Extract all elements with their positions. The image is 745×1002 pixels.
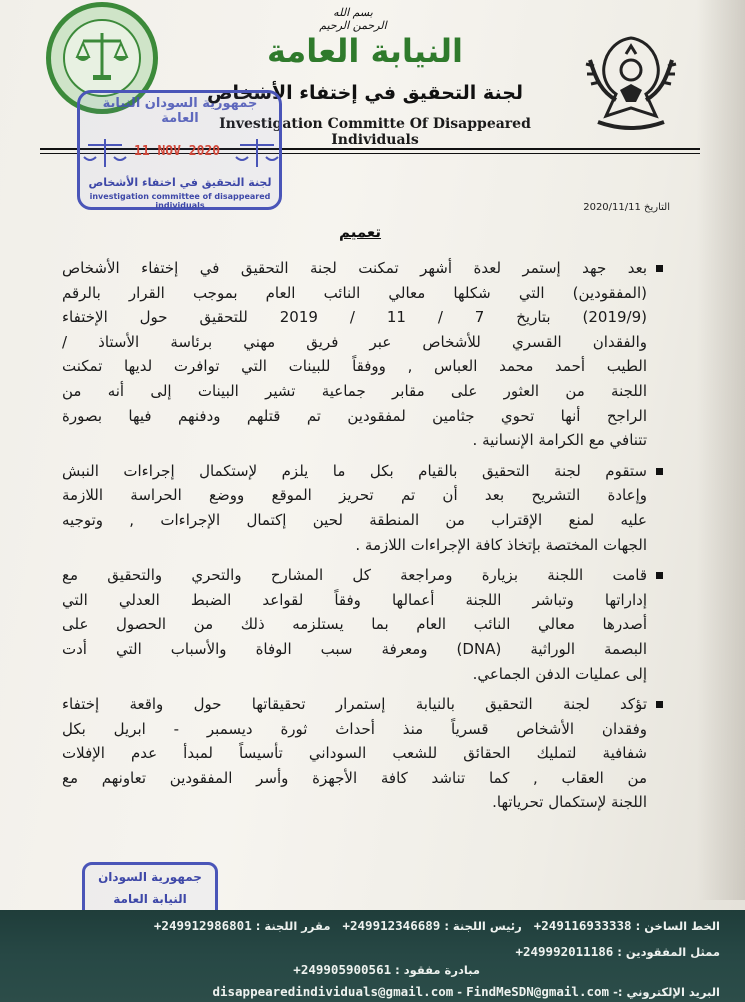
paragraph-line: البصمة الوراثية (DNA) ومعرفة سبب الوفاة والأسباب التي أدت <box>62 639 647 658</box>
page-edge-shadow <box>697 0 745 900</box>
stamp-country: جمهورية السودان <box>98 870 202 884</box>
paragraph-2 <box>62 459 647 557</box>
footer-initiative-row <box>30 962 720 982</box>
memo-body <box>62 256 647 876</box>
stamp-scales-icon <box>234 137 280 171</box>
chair-label: رئيس اللجنة : <box>444 919 522 933</box>
page-title: النيابة العامة <box>267 32 463 70</box>
paragraph-line: شفافية لتمليك الحقائق للشعب السوداني تأسيساً لمبدأ عدم الإفلات <box>62 744 647 763</box>
paragraph-line: قامت اللجنة بزيارة ومراجعة كل المشارح والتحري والتحقيق مع <box>62 566 647 585</box>
stamp-date: 11 NOV 2020 <box>134 144 221 159</box>
paragraph-line: الراجح أنها تحوي جثامين لمفقودين تم قتلهم ودفنهم فيها بصورة <box>62 406 647 425</box>
bullet-icon <box>656 265 663 272</box>
paragraph-line: إلى عمليات الدفن الجماعي. <box>472 664 647 683</box>
rapporteur-number[interactable]: +249912986801 <box>153 918 252 933</box>
paragraph-line: وإعادة التشريح بعد أن تم تحريز الموقع ووضع الحراسة اللازمة <box>62 486 647 505</box>
document-date: التاريخ 2020/11/11 <box>583 202 670 213</box>
footer-hotline-row <box>30 918 720 938</box>
paragraph-line: ستقوم لجنة التحقيق بالقيام بكل ما يلزم لإستكمال إجراءات النبش <box>62 461 647 480</box>
committee-name-en: Investigation Committe Of Disappeared Individuals <box>219 116 531 148</box>
footer-email-row: البريد الإلكتروني :- disappearedindividuals@gmail.com - FindMeSDN@gmail.com <box>212 984 720 999</box>
paragraph-line: بعد جهد إستمر لعدة أشهر تمكنت لجنة التحقيق في إختفاء الأشخاص <box>62 259 647 277</box>
paragraph-line: تؤكد لجنة التحقيق بالنيابة إستمرار تحقيقاتها حول واقعة إختفاء <box>62 695 647 714</box>
scales-of-justice-icon <box>71 25 133 87</box>
sudan-emblem-icon <box>576 30 686 140</box>
families-number[interactable]: +249992011186 <box>515 944 614 959</box>
paragraph-line: اللجنة لإستكمال تحرياتها. <box>492 793 647 812</box>
email-address-2[interactable]: FindMeSDN@gmail.com <box>466 984 610 999</box>
paragraph-line: من العقاب , كما تناشد كافة الأجهزة وأسر المفقودين تعاونهم مع <box>62 768 647 787</box>
chair-number[interactable]: +249912346689 <box>342 918 441 933</box>
paragraph-line: إداراتها وتباشر اللجنة أعمالها وفقاً لقواعد الضبط العدلي التي <box>62 590 647 609</box>
basmala: بسم الله الرحمن الرحيم <box>319 6 387 32</box>
paragraph-1 <box>62 256 647 453</box>
stamp-committee-ar: لجنة التحقيق في اختفاء الأشخاص <box>88 176 272 189</box>
rapporteur-label: مقرر اللجنة : <box>255 919 331 933</box>
families-label: ممثل المفقودين : <box>617 945 720 959</box>
bullet-icon <box>656 572 663 579</box>
paragraph-line: (2019/9) بتاريخ 7 / 11 / 2019 للتحقيق حول الإختفاء <box>62 308 647 327</box>
paragraph-line: أصدرها معالي النائب العام بما يستلزمه ذلك من الحصول على <box>62 615 647 634</box>
paragraph-line: الجهات المختصة بإتخاذ كافة الإجراءات اللازمة . <box>355 535 647 554</box>
initiative-label: مبادرة مفقود : <box>395 963 480 977</box>
memo-title: تعميم <box>338 223 382 241</box>
footer-families-row <box>30 944 720 964</box>
email-address[interactable]: disappearedindividuals@gmail.com <box>212 984 454 999</box>
paragraph-3 <box>62 563 647 686</box>
bullet-icon <box>656 701 663 708</box>
stamp-institution: النيابة العامة <box>113 892 187 906</box>
initiative-number[interactable]: +249905900561 <box>293 962 392 977</box>
paragraph-line: عليه لمنع الإقتراب من المنطقة لحين إكتمال الإجراءات , وتوجيه <box>62 510 647 529</box>
paragraph-line: (المفقودين) التي شكلها معالي النائب العام بموجب القرار بالرقم <box>62 283 647 302</box>
paragraph-line: اللجنة من العثور على مقابر جماعية تشير البينات إلى أنه من <box>62 381 647 400</box>
paragraph-line: وفقدان الأشخاص قسرياً منذ أحداث ثورة ديسمبر - ابريل بكل <box>62 719 647 738</box>
paragraph-line: تتنافي مع الكرامة الإنسانية . <box>472 431 647 450</box>
hotline-label: الخط الساخن : <box>635 919 720 933</box>
email-label: البريد الإلكتروني :- <box>613 985 720 999</box>
stamp-header: جمهورية السودان النيابة العامة <box>102 96 258 126</box>
committee-name-ar: لجنة التحقيق في إختفاء الأشخاص <box>206 82 524 104</box>
stamp-committee-en: investigation committee of disappeared individuals <box>89 192 271 210</box>
hotline-number[interactable]: +249116933338 <box>533 918 632 933</box>
bullet-icon <box>656 468 663 475</box>
paragraph-line: والفقدان القسري للأشخاص عبر فريق مهني برئاسة الأستاذ / <box>62 332 647 351</box>
stamp-scales-icon <box>82 137 128 171</box>
paragraph-4 <box>62 692 647 815</box>
paragraph-line: الطيب أحمد محمد العباس , ووفقاً للبينات التي توافرت لديها تمكنت <box>62 357 647 376</box>
